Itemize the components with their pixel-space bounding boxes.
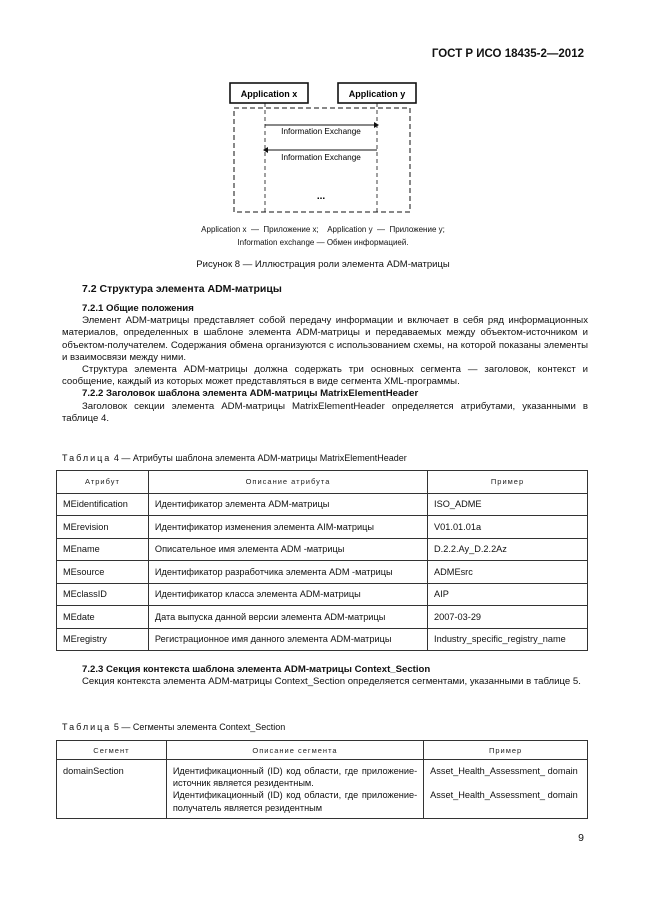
table-cell: Описательное имя элемента ADM -матрицы [148, 538, 427, 561]
table-row [57, 760, 588, 819]
figure-legend [150, 223, 496, 249]
arrowhead-right-icon [374, 122, 379, 128]
section-7-2-1-title: 7.2.1 Общие положения [82, 303, 194, 314]
table-row [57, 628, 588, 651]
section-7-2-1-paragraph-2: Структура элемента ADM-матрицы должна содержать три основных сегмента — заголовок, контекст и сообщение, каждый из которых может представляться в виде сегмента XML-программы. [62, 364, 588, 388]
message-2-label: Information Exchange [281, 153, 361, 162]
table-4-caption: Таблица 4 — Атрибуты шаблона элемента ADM-матрицы MatrixElementHeader [62, 453, 407, 463]
table-cell: 2007-03-29 [428, 606, 588, 629]
column-header: Сегмент [57, 741, 167, 760]
table-row [57, 583, 588, 606]
table-cell: MEregistry [57, 628, 149, 651]
arrowhead-left-icon [263, 147, 268, 153]
table-5 [56, 740, 588, 819]
section-7-2-1 [62, 303, 588, 425]
table-cell: Идентификатор изменения элемента AIM-матрицы [148, 516, 427, 539]
column-header: Пример [428, 471, 588, 494]
page-number: 9 [578, 832, 584, 844]
table-cell: D.2.2.Ay_D.2.2Az [428, 538, 588, 561]
table-row [57, 538, 588, 561]
section-7-2-3-title: 7.2.3 Секция контекста шаблона элемента ADM-матрицы Context_Section [82, 664, 431, 675]
table-cell: Идентификатор класса элемента ADM-матрицы [148, 583, 427, 606]
section-7-2-3 [62, 664, 588, 688]
figure-caption: Рисунок 8 — Иллюстрация роли элемента ADM-матрицы [196, 259, 450, 270]
table-cell: ADMEsrc [428, 561, 588, 584]
table-cell: Регистрационное имя данного элемента ADM-матрицы [148, 628, 427, 651]
table-4 [56, 470, 588, 651]
section-7-2-1-paragraph-1: Элемент ADM-матрицы представляет собой передачу информации и включает в себя ряд информационных материалов, определенных в шаблоне элемента ADM-матрицы и передаваемых между объектом-источником и объектом-получателем. Содержания обмена организуются с использованием схемы, на которой показаны элементы и взаимосвязи между ними. [62, 315, 588, 363]
table-5-caption: Таблица 5 — Сегменты элемента Context_Section [62, 722, 286, 732]
section-7-2-3-paragraph: Секция контекста элемента ADM-матрицы Context_Section определяется сегментами, указанными в таблице 5. [82, 676, 581, 688]
table-cell: Industry_specific_registry_name [428, 628, 588, 651]
table-cell: MEsource [57, 561, 149, 584]
table-cell: AIP [428, 583, 588, 606]
table-row [57, 606, 588, 629]
table-row [57, 493, 588, 516]
table-cell: domainSection [57, 760, 167, 819]
column-header: Описание атрибута [148, 471, 427, 494]
table-cell [424, 760, 588, 819]
column-header: Описание сегмента [166, 741, 423, 760]
table-cell: Идентификатор элемента ADM-матрицы [148, 493, 427, 516]
table-cell: MEclassID [57, 583, 149, 606]
segment-example-2: Asset_Health_Assessment_ domain [430, 790, 578, 801]
adm-role-diagram [226, 80, 422, 218]
table-cell: Дата выпуска данной версии элемента ADM-матрицы [148, 606, 427, 629]
table-cell [166, 760, 423, 819]
section-7-2-2-title: 7.2.2 Заголовок шаблона элемента ADM-матрицы MatrixElementHeader [82, 388, 419, 400]
section-7-2-2-paragraph: Заголовок секции элемента ADM-матрицы MatrixElementHeader определяется атрибутами, указанными в таблице 4. [62, 400, 588, 424]
app-y-label: Application y [348, 89, 406, 99]
table-row [57, 561, 588, 584]
segment-description-2: Идентификационный (ID) код области, где приложение-получатель является резидентным [172, 790, 418, 813]
legend-line-2: Information exchange — Обмен информацией. [237, 238, 409, 247]
ellipsis: ... [316, 191, 326, 202]
table-cell: ISO_ADME [428, 493, 588, 516]
segment-example-1: Asset_Health_Assessment_ domain [430, 766, 578, 776]
table-header-row [57, 471, 588, 494]
message-1-label: Information Exchange [281, 127, 361, 136]
segment-description-1: Идентификационный (ID) код области, где приложение-источник является резидентным. [172, 766, 418, 789]
table-cell: MEdate [57, 606, 149, 629]
table-header-row [57, 741, 588, 760]
section-7-2-title: 7.2 Структура элемента ADM-матрицы [82, 283, 282, 295]
table-cell: V01.01.01a [428, 516, 588, 539]
table-cell: MEname [57, 538, 149, 561]
table-cell: MErevision [57, 516, 149, 539]
column-header: Атрибут [57, 471, 149, 494]
column-header: Пример [424, 741, 588, 760]
standard-code: ГОСТ Р ИСО 18435-2—2012 [431, 48, 584, 60]
table-row [57, 516, 588, 539]
table-cell: Идентификатор разработчика элемента ADM -матрицы [148, 561, 427, 584]
table-cell: MEidentification [57, 493, 149, 516]
app-x-label: Application x [240, 89, 298, 99]
legend-line-1: Application x — Приложение x; Application y — Приложение y; [201, 225, 445, 234]
